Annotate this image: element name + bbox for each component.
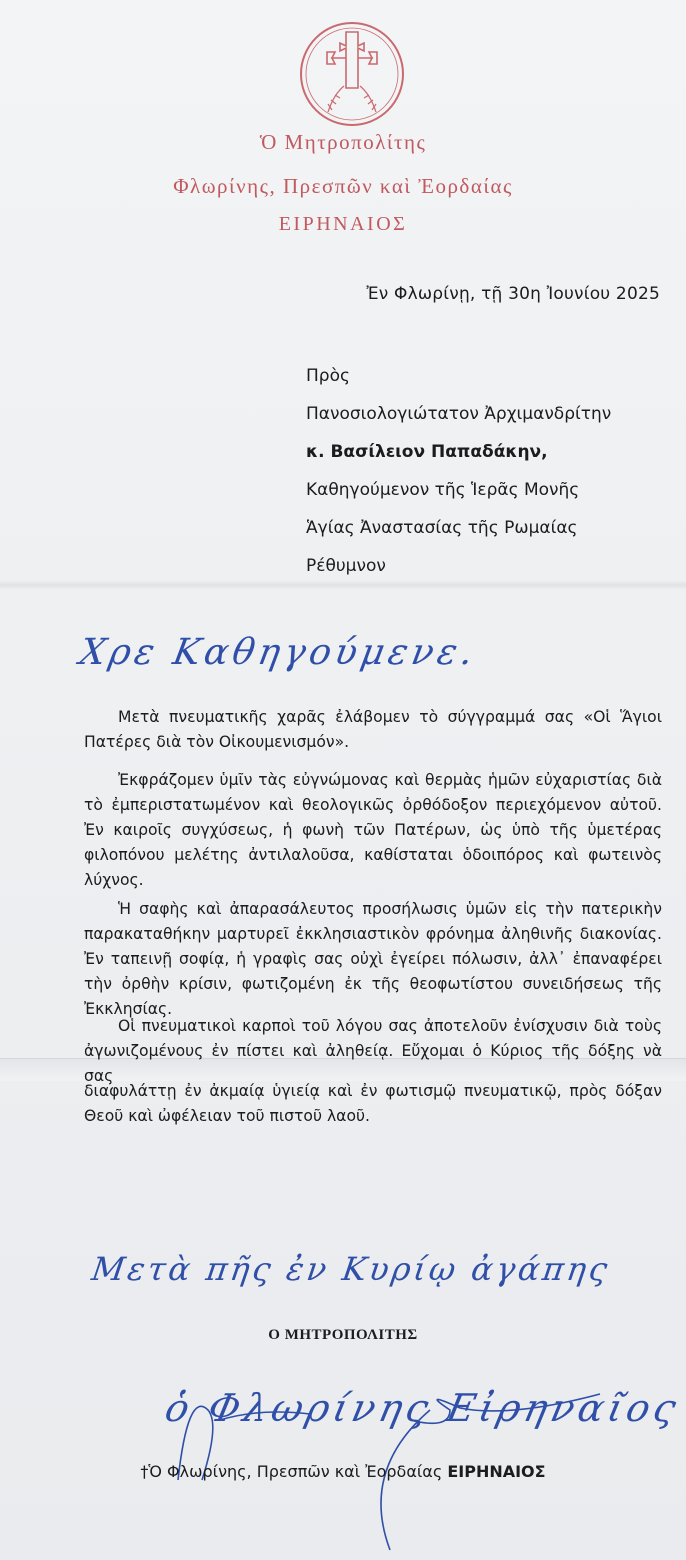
signature-name: ΕΙΡΗΝΑΙΟΣ xyxy=(447,1462,546,1481)
body-paragraph: διαφυλάττῃ ἐν ἀκμαίᾳ ὑγιείᾳ καὶ ἐν φωτισμῷ πνευματικῷ, πρὸς δόξαν Θεοῦ καὶ ὠφέλειαν τοῦ πιστοῦ λαοῦ. xyxy=(84,1082,662,1125)
address-role: Καθηγούμενον τῆς Ἱερᾶς Μονῆς xyxy=(306,480,580,500)
letterhead-diocese: Φλωρίνης, Πρεσπῶν καὶ Ἐορδαίας xyxy=(173,174,513,198)
letterhead-name: ΕΙΡΗΝΑΙΟΣ xyxy=(278,213,408,235)
letterhead-title: Ὁ Μητροπολίτης xyxy=(259,130,427,154)
address-monastery: Ἁγίας Ἀναστασίας τῆς Ρωμαίας xyxy=(306,518,578,538)
paper-fold xyxy=(0,580,686,590)
body-paragraph: Ἐκφράζομεν ὑμῖν τὰς εὐγνώμονας καὶ θερμὰς ἡμῶν εὐχαριστίας διὰ τὸ ἐμπεριστατωμένον καὶ θεολογικῶς ὀρθόδοξον περιεχόμενον αὐτοῦ. Ἐν καιροῖς συγχύσεως, ἡ φωνὴ τῶν Πατέρων, ὡς ὑπὸ τῆς ὑμετέρας φιλοπόνου μελέτης ἀντιλαλοῦσα, καθίσταται ὁδοιπόρος καὶ φωτεινὸς λύχνος. xyxy=(84,771,662,889)
handwritten-signature: ὁ Φλωρίνης Εἰρηναῖος xyxy=(161,1386,684,1430)
metropolis-seal-icon xyxy=(298,20,406,128)
signature-prefix: †Ὁ Φλωρίνης, Πρεσπῶν καὶ Ἐορδαίας xyxy=(140,1462,448,1481)
body-paragraph: Μετὰ πνευματικῆς χαρᾶς ἐλάβομεν τὸ σύγγραμμά σας «Οἱ Ἅγιοι Πατέρες διὰ τὸν Οἰκουμενισμόν». xyxy=(84,708,662,751)
body-paragraph: Ἡ σαφὴς καὶ ἀπαρασάλευτος προσήλωσις ὑμῶν εἰς τὴν πατερικὴν παρακαταθήκην μαρτυρεῖ ἐκκλησιαστικὸν φρόνημα ἀληθινῆς διακονίας. Ἐν ταπεινῇ σοφίᾳ, ἡ γραφὶς σας οὐχὶ ἐγείρει πόλωσιν, ἀλλ᾽ ἐπαναφέρει τὴν ὀρθὴν κρίσιν, φωτιζομένη ἐκ τῆς θεοφωτίστου συνειδήσεως τῆς Ἐκκλησίας. xyxy=(84,900,662,1018)
address-to: Πρὸς xyxy=(306,366,350,386)
address-place: Ρέθυμνον xyxy=(306,556,386,576)
handwritten-salutation: Χρε Καθηγούμενε. xyxy=(76,632,481,673)
handwritten-closing: Μετὰ πῆς ἐν Κυρίῳ ἀγάπης xyxy=(89,1250,613,1288)
address-name: κ. Βασίλειον Παπαδάκην, xyxy=(306,442,548,462)
letter-date: Ἐν Φλωρίνῃ, τῇ 30η Ἰουνίου 2025 xyxy=(366,284,660,304)
address-title: Πανοσιολογιώτατον Ἀρχιμανδρίτην xyxy=(306,404,612,424)
body-paragraph: Οἱ πνευματικοὶ καρποὶ τοῦ λόγου σας ἀποτελοῦν ἐνίσχυσιν διὰ τοὺς ἀγωνιζομένους ἐν πίστει καὶ ἀληθείᾳ. Εὔχομαι ὁ Κύριος τῆς δόξης νὰ σας xyxy=(84,1017,662,1085)
signature-line xyxy=(0,1462,686,1481)
closing-title: Ο ΜΗΤΡΟΠΟΛΙΤΗΣ xyxy=(268,1327,418,1343)
